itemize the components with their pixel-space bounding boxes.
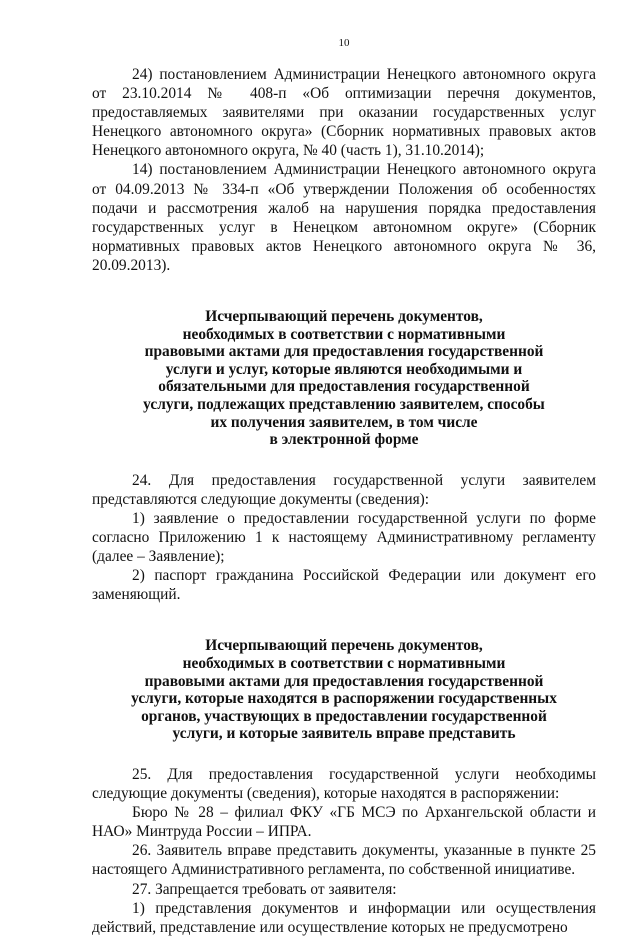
heading-line: услуги и услуг, которые являются необходимыми и bbox=[165, 360, 523, 378]
heading-line: услуги, и которые заявитель вправе представить bbox=[172, 725, 516, 743]
paragraph-item-14-resolution-334p: 14) постановлением Администрации Ненецкого автономного округа от 04.09.2013 № 334-п «Об утверждении Положения об особенностях подачи и рассмотрения жалоб на нарушения порядка предоставления государственных услуг в Ненецком автономном округе» (Сборник нормативных правовых актов Ненецкого автономного округа № 36, 20.09.2013). bbox=[92, 161, 596, 274]
paragraph-subitem-application: 1) заявление о предоставлении государственной услуги по форме согласно Приложению 1 к настоящему Административному регламенту (далее – Заявление); bbox=[92, 509, 596, 566]
paragraph-bureau-28: Бюро № 28 – филиал ФКУ «ГБ МСЭ по Архангельской области и НАО» Минтруда России – ИПРА. bbox=[92, 804, 596, 841]
paragraph-subitem-documents: 1) представления документов и информации или осуществления действий, представление или осуществление которых не предусмотрено bbox=[92, 899, 596, 936]
heading-line: их получения заявителем, в том числе bbox=[210, 413, 478, 431]
paragraph-subitem-passport: 2) паспорт гражданина Российской Федерации или документ его заменяющий. bbox=[92, 567, 596, 604]
heading-line: Исчерпывающий перечень документов, bbox=[205, 637, 483, 655]
section-heading-interagency-documents bbox=[92, 637, 596, 743]
heading-line: обязательными для предоставления государственной bbox=[158, 378, 530, 396]
heading-line: Исчерпывающий перечень документов, bbox=[205, 308, 483, 326]
heading-line: правовыми актами для предоставления государственной bbox=[144, 343, 544, 361]
heading-line: в электронной форме bbox=[269, 431, 419, 449]
paragraph-item-25: 25. Для предоставления государственной услуги необходимы следующие документы (сведения), которые находятся в распоряжении: bbox=[92, 766, 596, 803]
heading-line: необходимых в соответствии с нормативными bbox=[182, 655, 506, 673]
heading-line: услуги, подлежащих представлению заявителем, способы bbox=[143, 396, 545, 413]
document-page bbox=[92, 36, 596, 937]
heading-line: правовыми актами для предоставления государственной bbox=[144, 672, 544, 690]
paragraph-item-24-resolution-408p: 24) постановлением Администрации Ненецкого автономного округа от 23.10.2014 № 408-п «Об оптимизации перечня документов, предоставляемых заявителями при оказании государственных услуг Ненецкого автономного округа» (Сборник нормативных правовых актов Ненецкого автономного округа, № 40 (часть 1), 31.10.2014); bbox=[92, 66, 596, 160]
section-heading-required-documents bbox=[92, 308, 596, 449]
paragraph-item-26: 26. Заявитель вправе представить документы, указанные в пункте 25 настоящего Административного регламента, по собственной инициативе. bbox=[92, 842, 596, 879]
heading-line: органов, участвующих в предоставлении государственной bbox=[141, 707, 547, 725]
heading-line: необходимых в соответствии с нормативными bbox=[182, 325, 506, 343]
paragraph-item-24: 24. Для предоставления государственной услуги заявителем представляются следующие документы (сведения): bbox=[92, 471, 596, 508]
page-number: 10 bbox=[338, 37, 350, 49]
paragraph-item-27: 27. Запрещается требовать от заявителя: bbox=[132, 880, 397, 898]
heading-line: услуги, которые находятся в распоряжении государственных bbox=[131, 690, 557, 708]
